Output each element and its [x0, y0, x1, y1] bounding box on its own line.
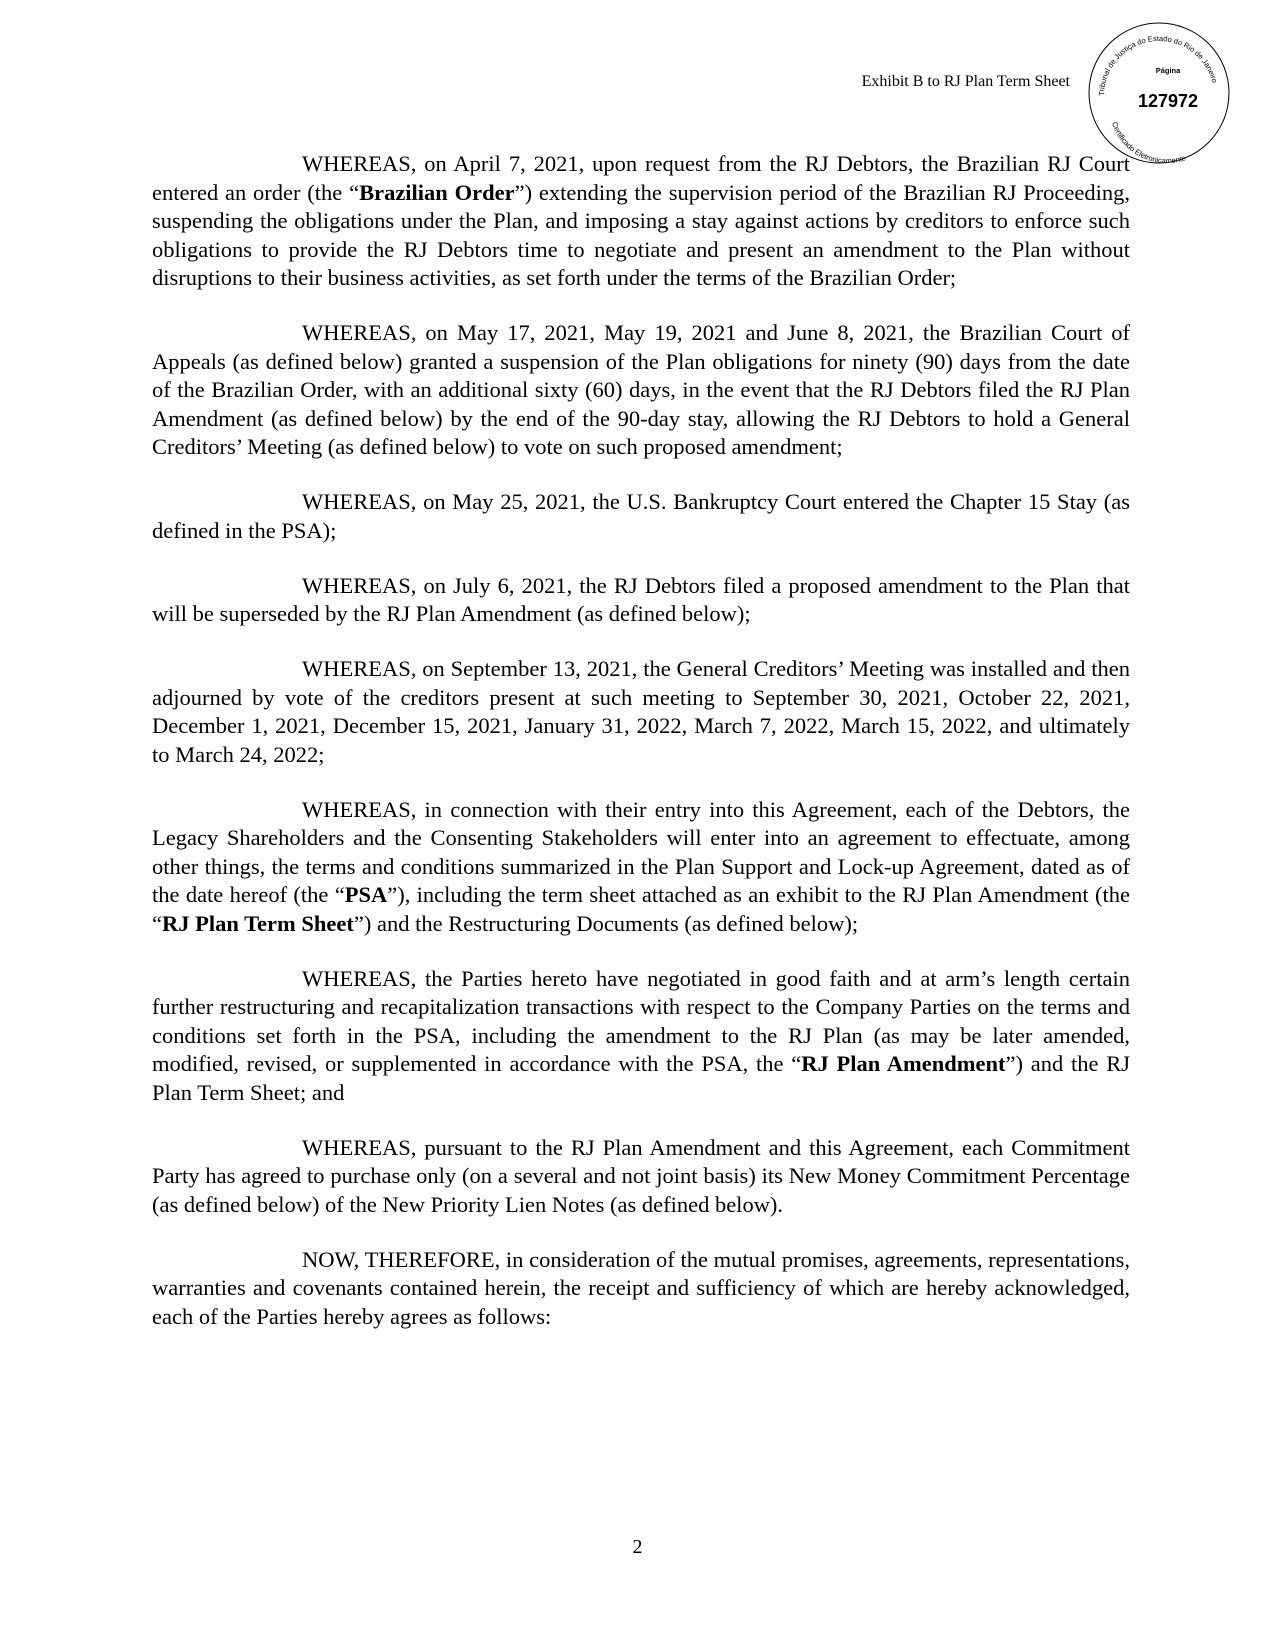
paragraph-text: WHEREAS, on April 7, 2021, upon request from the RJ Debtors, the Brazilian RJ Court entered an order (the “: [152, 151, 1130, 205]
paragraph: [152, 150, 1130, 293]
paragraph: [152, 655, 1130, 769]
document-body: [152, 150, 1130, 1358]
paragraph-text: ”) and the RJ Plan Term Sheet; and: [152, 1051, 1130, 1105]
paragraph-text: WHEREAS, on May 17, 2021, May 19, 2021 and June 8, 2021, the Brazilian Court of Appeals (as defined below) granted a suspension of the Plan obligations for ninety (90) days from the date of the Brazilian Order, with an additional sixty (60) days, in the event that the RJ Debtors filed the RJ Plan Amendment (as defined below) by the end of the 90-day stay, allowing the RJ Debtors to hold a General Creditors’ Meeting (as defined below) to vote on such proposed amendment;: [152, 320, 1130, 459]
page-header: Exhibit B to RJ Plan Term Sheet: [861, 73, 1070, 90]
defined-term: PSA: [344, 882, 388, 907]
paragraph: [152, 572, 1130, 629]
page-number: 2: [632, 1536, 643, 1558]
paragraph: [152, 965, 1130, 1108]
defined-term: RJ Plan Amendment: [801, 1051, 1006, 1076]
paragraph: [152, 488, 1130, 545]
paragraph-text: WHEREAS, on September 13, 2021, the General Creditors’ Meeting was installed and then adjourned by vote of the creditors present at such meeting to September 30, 2021, October 22, 2021, December 1, 2021, December 15, 2021, January 31, 2022, March 7, 2022, March 15, 2022, and ultimately to March 24, 2022;: [152, 656, 1130, 767]
stamp-label: Página: [1155, 66, 1181, 75]
paragraph-text: WHEREAS, on July 6, 2021, the RJ Debtors filed a proposed amendment to the Plan that will be superseded by the RJ Plan Amendment (as defined below);: [152, 572, 1130, 626]
paragraph: [152, 1134, 1130, 1220]
stamp-arc-top: Tribunal de Justiça do Estado do Rio de Janeiro: [1096, 33, 1220, 97]
defined-term: RJ Plan Term Sheet: [162, 910, 354, 936]
paragraph-text: ”) extending the supervision period of the Brazilian RJ Proceeding, suspending the obligations under the Plan, and imposing a stay against actions by creditors to enforce such obligations to provide the RJ Debtors time to negotiate and present an amendment to the Plan without disruptions to their business activities, as set forth under the terms of the Brazilian Order;: [152, 179, 1130, 290]
paragraph-text: WHEREAS, pursuant to the RJ Plan Amendment and this Agreement, each Commitment Party has agreed to purchase only (on a several and not joint basis) its New Money Commitment Percentage (as defined below) of the New Priority Lien Notes (as defined below).: [152, 1134, 1130, 1217]
stamp-number: 127972: [1137, 91, 1199, 111]
paragraph-text: WHEREAS, in connection with their entry into this Agreement, each of the Debtors, the Legacy Shareholders and the Consenting Stakeholders will enter into an agreement to effectuate, among other things, the terms and conditions summarized in the Plan Support and Lock-up Agreement, dated as of the date hereof (the “: [152, 796, 1130, 907]
defined-term: Brazilian Order: [359, 179, 515, 205]
paragraph-text: ”) and the Restructuring Documents (as defined below);: [353, 910, 859, 936]
paragraph-text: WHEREAS, on May 25, 2021, the U.S. Bankruptcy Court entered the Chapter 15 Stay (as defined in the PSA);: [152, 489, 1130, 543]
paragraph: [152, 796, 1130, 939]
paragraph: [152, 319, 1130, 462]
paragraph: [152, 1246, 1130, 1332]
paragraph-text: NOW, THEREFORE, in consideration of the mutual promises, agreements, representations, warranties and covenants contained herein, the receipt and sufficiency of which are hereby acknowledged, each of the Parties hereby agrees as follows:: [152, 1246, 1130, 1329]
paragraph-text: ”), including the term sheet attached as an exhibit to the RJ Plan Amendment (the “: [152, 882, 1130, 936]
stamp-arc-bottom: Certificado Eletronicamente: [1110, 120, 1187, 166]
paragraph-text: WHEREAS, the Parties hereto have negotiated in good faith and at arm’s length certain further restructuring and recapitalization transactions with respect to the Company Parties on the terms and conditions set forth in the PSA, including the amendment to the RJ Plan (as may be later amended, modified, revised, or supplemented in accordance with the PSA, the “: [152, 965, 1130, 1076]
